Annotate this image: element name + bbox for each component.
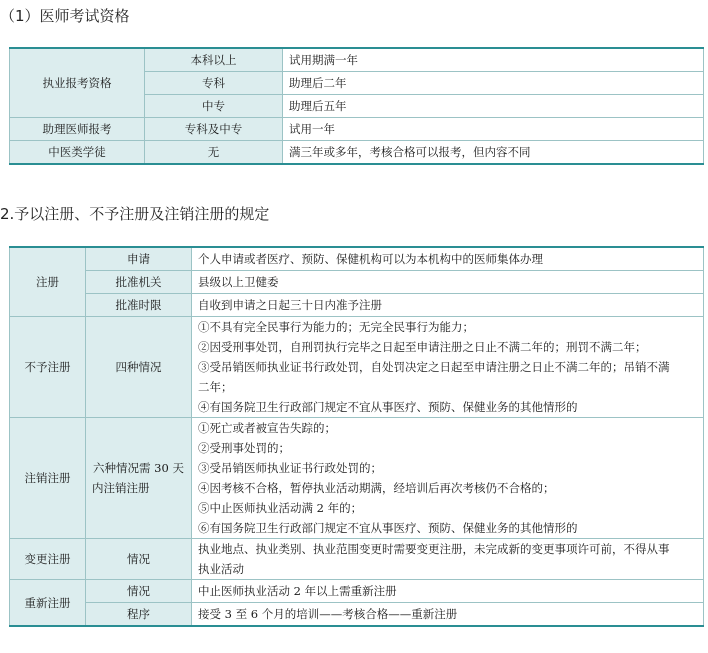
sub-cell: 中专 xyxy=(145,95,283,118)
value-cell: 自收到申请之日起三十日内准予注册 xyxy=(192,294,704,317)
sub-cell: 批准时限 xyxy=(86,294,192,317)
table-row xyxy=(10,317,704,418)
value-cell: 满三年或多年，考核合格可以报考，但内容不同 xyxy=(283,141,704,165)
text-line: ②因受刑事处罚，自刑罚执行完毕之日起至申请注册之日止不满二年的；刑罚不满二年； xyxy=(198,340,647,354)
text-line: 执业地点、执业类别、执业范围变更时需要变更注册，未完成新的变更事项许可前，不得从事 xyxy=(198,542,670,556)
text-line: 六种情况需 30 天 xyxy=(93,461,184,475)
group-cell: 助理医师报考 xyxy=(10,118,145,141)
group-cell: 中医类学徒 xyxy=(10,141,145,165)
group-cell-change: 变更注册 xyxy=(10,539,86,580)
value-cell: 试用一年 xyxy=(283,118,704,141)
sub-cell: 情况 xyxy=(86,539,192,580)
value-cell: 接受 3 至 6 个月的培训——考核合格——重新注册 xyxy=(192,603,704,627)
value-cell: 中止医师执业活动 2 年以上需重新注册 xyxy=(192,580,704,603)
table-row xyxy=(10,603,704,627)
text-line: ⑥有国务院卫生行政部门规定不宜从事医疗、预防、保健业务的其他情形的 xyxy=(198,521,578,535)
sub-cell xyxy=(86,418,192,539)
group-cell-register: 注册 xyxy=(10,247,86,317)
text-line: ③受吊销医师执业证书行政处罚，自处罚决定之日起至申请注册之日止不满二年的；吊销不满 xyxy=(198,360,670,374)
value-cell: 助理后五年 xyxy=(283,95,704,118)
text-line: ③受吊销医师执业证书行政处罚的； xyxy=(198,461,382,475)
section2-title: 2.予以注册、不予注册及注销注册的规定 xyxy=(0,205,270,223)
sub-cell: 专科 xyxy=(145,72,283,95)
text-line: ②受刑事处罚的； xyxy=(198,441,290,455)
table-row xyxy=(10,539,704,580)
table-row xyxy=(10,580,704,603)
value-cell-multiline xyxy=(192,539,704,580)
table-row xyxy=(10,294,704,317)
sub-cell: 情况 xyxy=(86,580,192,603)
text-line: 执业活动 xyxy=(198,562,244,576)
value-cell: 助理后二年 xyxy=(283,72,704,95)
text-line: ①不具有完全民事行为能力的；无完全民事行为能力； xyxy=(198,320,474,334)
value-cell-multiline xyxy=(192,418,704,539)
sub-cell: 专科及中专 xyxy=(145,118,283,141)
text-line: ④因考核不合格，暂停执业活动期满，经培训后再次考核仍不合格的； xyxy=(198,481,555,495)
section1-title: （1）医师考试资格 xyxy=(0,7,130,25)
text-line: ④有国务院卫生行政部门规定不宜从事医疗、预防、保健业务的其他情形的 xyxy=(198,400,578,414)
text-line: 二年； xyxy=(198,380,233,394)
table-row xyxy=(10,141,704,165)
table-row xyxy=(10,247,704,271)
value-cell-multiline xyxy=(192,317,704,418)
sub-cell: 本科以上 xyxy=(145,48,283,72)
sub-cell: 申请 xyxy=(86,247,192,271)
text-line: 内注销注册 xyxy=(92,481,150,495)
text-line: ①死亡或者被宣告失踪的； xyxy=(198,421,336,435)
registration-rules-table xyxy=(9,246,704,627)
value-cell: 试用期满一年 xyxy=(283,48,704,72)
group-cell: 执业报考资格 xyxy=(10,48,145,118)
value-cell: 个人申请或者医疗、预防、保健机构可以为本机构中的医师集体办理 xyxy=(192,247,704,271)
text-line: ⑤中止医师执业活动满 2 年的； xyxy=(198,501,363,515)
table-row xyxy=(10,271,704,294)
group-cell-cancel: 注销注册 xyxy=(10,418,86,539)
value-cell: 县级以上卫健委 xyxy=(192,271,704,294)
sub-cell: 四种情况 xyxy=(86,317,192,418)
group-cell-reregister: 重新注册 xyxy=(10,580,86,627)
table-row xyxy=(10,118,704,141)
sub-cell: 程序 xyxy=(86,603,192,627)
exam-qualification-table xyxy=(9,47,704,165)
table-row xyxy=(10,418,704,539)
table-row xyxy=(10,48,704,72)
sub-cell: 批准机关 xyxy=(86,271,192,294)
group-cell-refuse: 不予注册 xyxy=(10,317,86,418)
sub-cell: 无 xyxy=(145,141,283,165)
